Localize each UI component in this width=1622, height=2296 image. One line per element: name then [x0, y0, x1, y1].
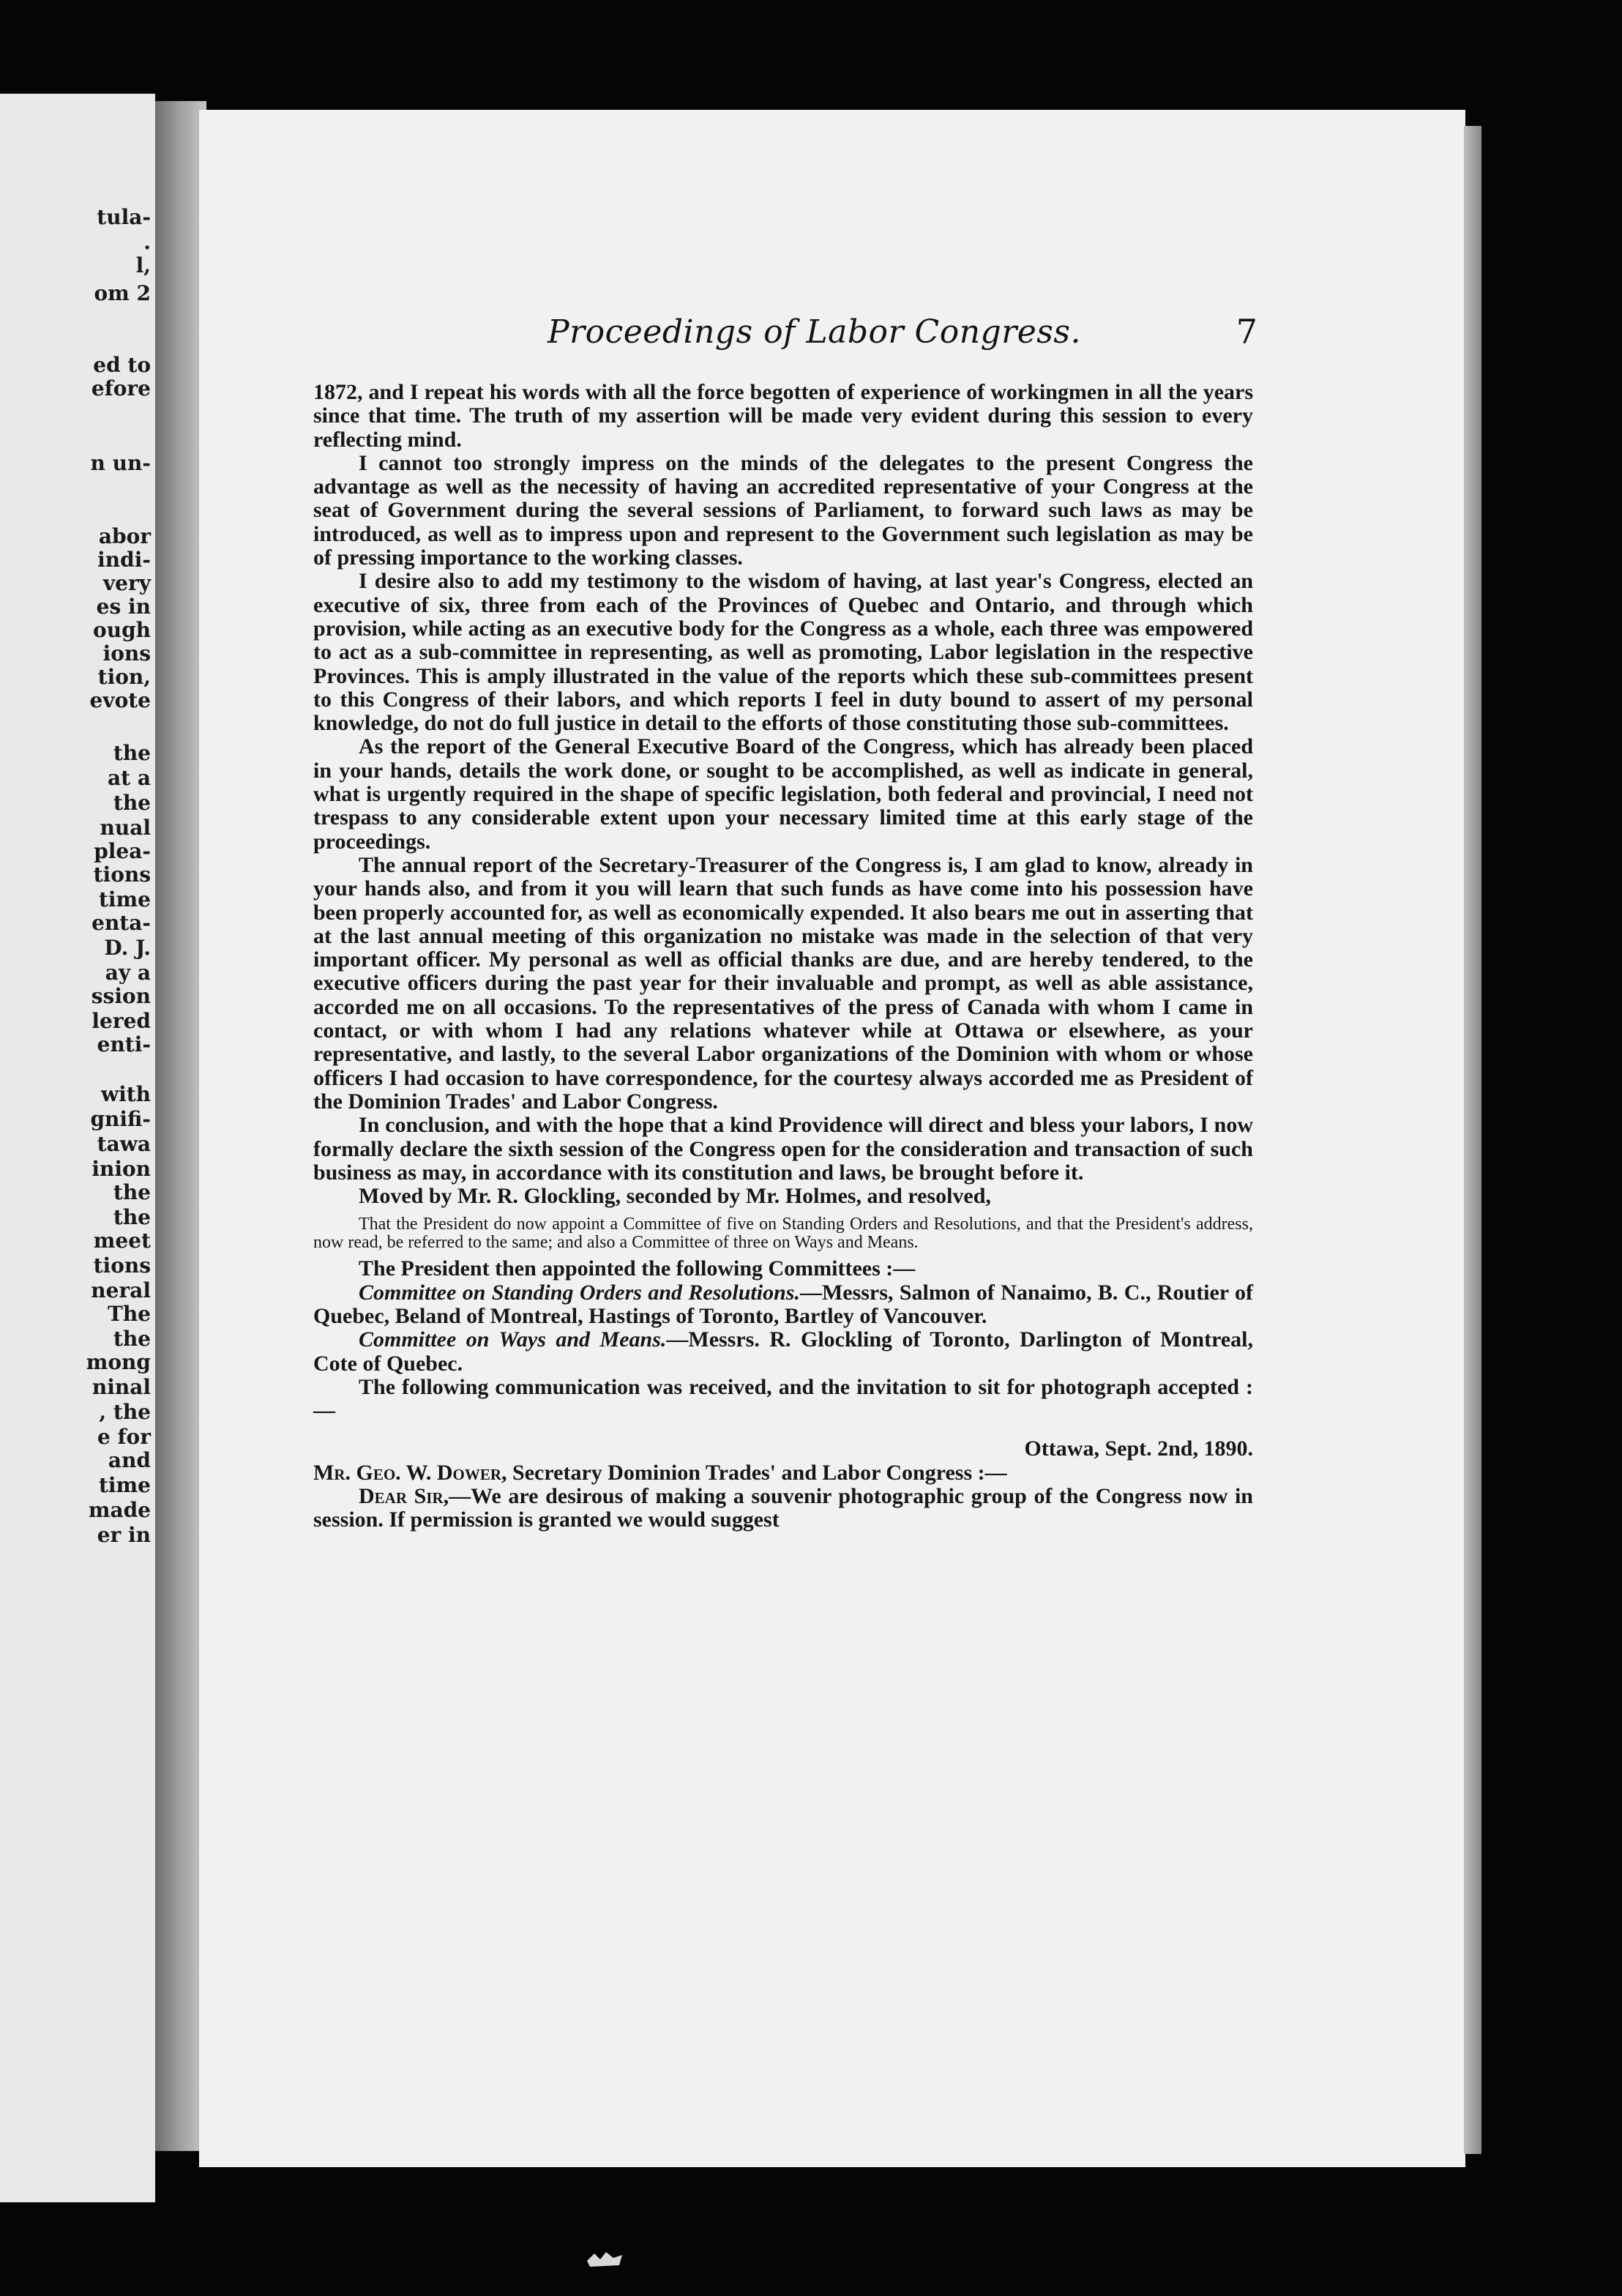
- left-page-fragment: The: [107, 1302, 151, 1326]
- page-body: [313, 381, 1253, 1532]
- left-page-fragment: abor: [98, 524, 151, 548]
- left-page-fragment: tions: [93, 862, 151, 887]
- left-page-fragment: ninal: [91, 1375, 151, 1399]
- left-page-fragment: .: [143, 230, 151, 254]
- left-page-fragment: om 2: [94, 281, 151, 305]
- committee-members: —Messrs. R. Glockling of Toronto, Darlington of Montreal, Cote of Quebec.: [313, 1327, 1253, 1376]
- left-page-fragment: tions: [93, 1253, 151, 1278]
- left-page-fragment: tula-: [97, 205, 151, 229]
- addressee-title: Secretary Dominion Trades' and Labor Congress :—: [507, 1460, 1007, 1485]
- letter-greeting: Dear Sir,: [359, 1484, 449, 1509]
- left-page-fragment: efore: [91, 376, 151, 400]
- left-page-fragment: ed to: [93, 353, 151, 377]
- left-page-fragment: er in: [97, 1523, 151, 1547]
- paragraph: The annual report of the Secretary-Treasurer of the Congress is, I am glad to know, already in your hands also, and from it you will learn that such funds as have come into his possession have been properly accounted for, as well as economically expended. It also bears me out in asserting that at the last annual meeting of this organization no mistake was made in the selection of that very important officer. My personal as well as official thanks are due, and are hereby tendered, to the executive officers during the past year for their invaluable and prompt, as well as able assistance, accorded me on all occasions. To the representatives of the press of Canada with whom I came in contact, or with whom I had any relations whatever while at Ottawa or elsewhere, as your representative, and lastly, to the several Labor organizations of the Dominion with whom or whose officers I had occasion to have correspondence, for the courtesy always accorded me as President of the Dominion Trades' and Labor Congress.: [313, 852, 1253, 1114]
- left-page-fragment: , the: [99, 1400, 151, 1424]
- left-page-fragment: e for: [97, 1425, 151, 1449]
- left-page-fragment: enti-: [97, 1032, 151, 1056]
- left-page-fragment: gnifi-: [90, 1107, 151, 1131]
- left-page-fragment: made: [88, 1498, 151, 1522]
- letter-dateline: Ottawa, Sept. 2nd, 1890.: [1024, 1436, 1253, 1461]
- left-page-fragment: meet: [93, 1229, 151, 1253]
- committee-entry: [313, 1328, 1253, 1376]
- resolution-text: That the President do now appoint a Committee of five on Standing Orders and Resolutions, and that the President's address, now read, be referred to the same; and also a Committee of three on Ways and Means.: [313, 1215, 1253, 1252]
- paragraph: The President then appointed the following Committees :—: [359, 1256, 916, 1281]
- left-page-fragment: evote: [89, 688, 151, 712]
- left-facing-page: [0, 94, 155, 2202]
- left-page-fragment: indi-: [97, 548, 151, 572]
- committee-entry: [313, 1281, 1253, 1329]
- committee-title: Committee on Ways and Means.: [359, 1327, 667, 1352]
- left-page-fragment: the: [113, 1205, 151, 1229]
- left-page-fragment: the: [113, 1327, 151, 1351]
- left-page-fragment: neral: [91, 1278, 151, 1302]
- left-page-fragment: nual: [100, 816, 151, 840]
- left-page-fragment: with: [100, 1082, 151, 1106]
- letter-addressee: [313, 1461, 1253, 1485]
- left-page-fragment: tawa: [97, 1132, 151, 1156]
- left-page-fragment: enta-: [91, 911, 151, 935]
- motion-paragraph: Moved by Mr. R. Glockling, seconded by Mr. Holmes, and resolved,: [359, 1184, 991, 1209]
- paragraph: 1872, and I repeat his words with all the force begotten of experience of workingmen in all the years since that time. The truth of my assertion will be made very evident during this session to every reflecting mind.: [313, 380, 1253, 452]
- left-page-fragment: time: [98, 1473, 151, 1497]
- left-page-fragment: mong: [86, 1350, 151, 1374]
- left-page-fragment: tion,: [97, 665, 151, 689]
- left-page-fragment: ions: [102, 641, 151, 666]
- page-edge: [1464, 126, 1481, 2154]
- running-title: Proceedings of Labor Congress.: [547, 313, 1081, 351]
- left-page-fragment: the: [113, 741, 151, 765]
- committee-title: Committee on Standing Orders and Resolutions.: [359, 1280, 800, 1305]
- left-page-fragment: the: [113, 791, 151, 815]
- left-page-fragment: lered: [91, 1009, 151, 1033]
- left-page-fragment: very: [102, 571, 151, 595]
- paragraph: I cannot too strongly impress on the minds of the delegates to the present Congress the advantage as well as the necessity of having an accredited representative of your Congress at the seat of Government during the several sessions of Parliament, to forward such laws as may be introduced, as well as to impress upon and represent to the Government such legislation as may be of pressing importance to the working classes.: [313, 450, 1253, 570]
- letter-body: [313, 1485, 1253, 1532]
- left-page-fragment: and: [108, 1448, 151, 1472]
- paragraph: The following communication was received, and the invitation to sit for photograph accepted :—: [313, 1374, 1253, 1423]
- left-page-fragment: time: [98, 887, 151, 912]
- paragraph: In conclusion, and with the hope that a kind Providence will direct and bless your labors, I now formally declare the sixth session of the Congress open for the consideration and transaction of such business as may, in accordance with its constitution and laws, be brought before it.: [313, 1113, 1253, 1185]
- addressee-name: Mr. Geo. W. Dower,: [313, 1460, 507, 1485]
- left-page-fragment: n un-: [90, 451, 151, 475]
- committee-members: —Messrs, Salmon of Nanaimo, B. C., Routier of Quebec, Beland of Montreal, Hastings of Toronto, Bartley of Vancouver.: [313, 1280, 1253, 1328]
- paragraph: I desire also to add my testimony to the wisdom of having, at last year's Congress, elected an executive of six, three from each of the Provinces of Quebec and Ontario, and through which provision, while acting as an executive body for the Congress as a whole, each three was empowered to act as a sub-committee in representing, as well as promoting, Labor legislation in the respective Provinces. This is amply illustrated in the value of the reports which these sub-committees present to this Congress of their labors, and which reports I feel in duty bound to assert of my personal knowledge, do not do full justice in detail to the efforts of those constituting those sub-committees.: [313, 569, 1253, 736]
- left-page-fragment: ssion: [91, 984, 151, 1008]
- left-page-fragment: l,: [135, 253, 151, 277]
- letter-text: —We are desirous of making a souvenir photographic group of the Congress now in session. If permission is granted we would suggest: [313, 1484, 1253, 1532]
- page-header: [540, 313, 1257, 357]
- page-number: 7: [1236, 312, 1257, 351]
- paragraph: As the report of the General Executive Board of the Congress, which has already been placed in your hands, details the work done, or sought to be accomplished, as well as indicate in general, what is urgently required in the shape of specific legislation, both federal and provincial, I need not trespass to any considerable extent upon your necessary limited time at this early stage of the proceedings.: [313, 734, 1253, 854]
- left-page-fragment: ay a: [105, 961, 151, 985]
- left-page-fragment: at a: [108, 766, 151, 790]
- library-mark-icon: [584, 2248, 625, 2270]
- left-page-fragment: ough: [93, 618, 151, 642]
- left-page-fragment: es in: [96, 594, 151, 619]
- left-page-fragment: inion: [91, 1157, 151, 1181]
- left-page-fragment: plea-: [94, 839, 151, 863]
- left-page-fragment: D. J.: [104, 936, 151, 960]
- left-page-fragment: the: [113, 1180, 151, 1204]
